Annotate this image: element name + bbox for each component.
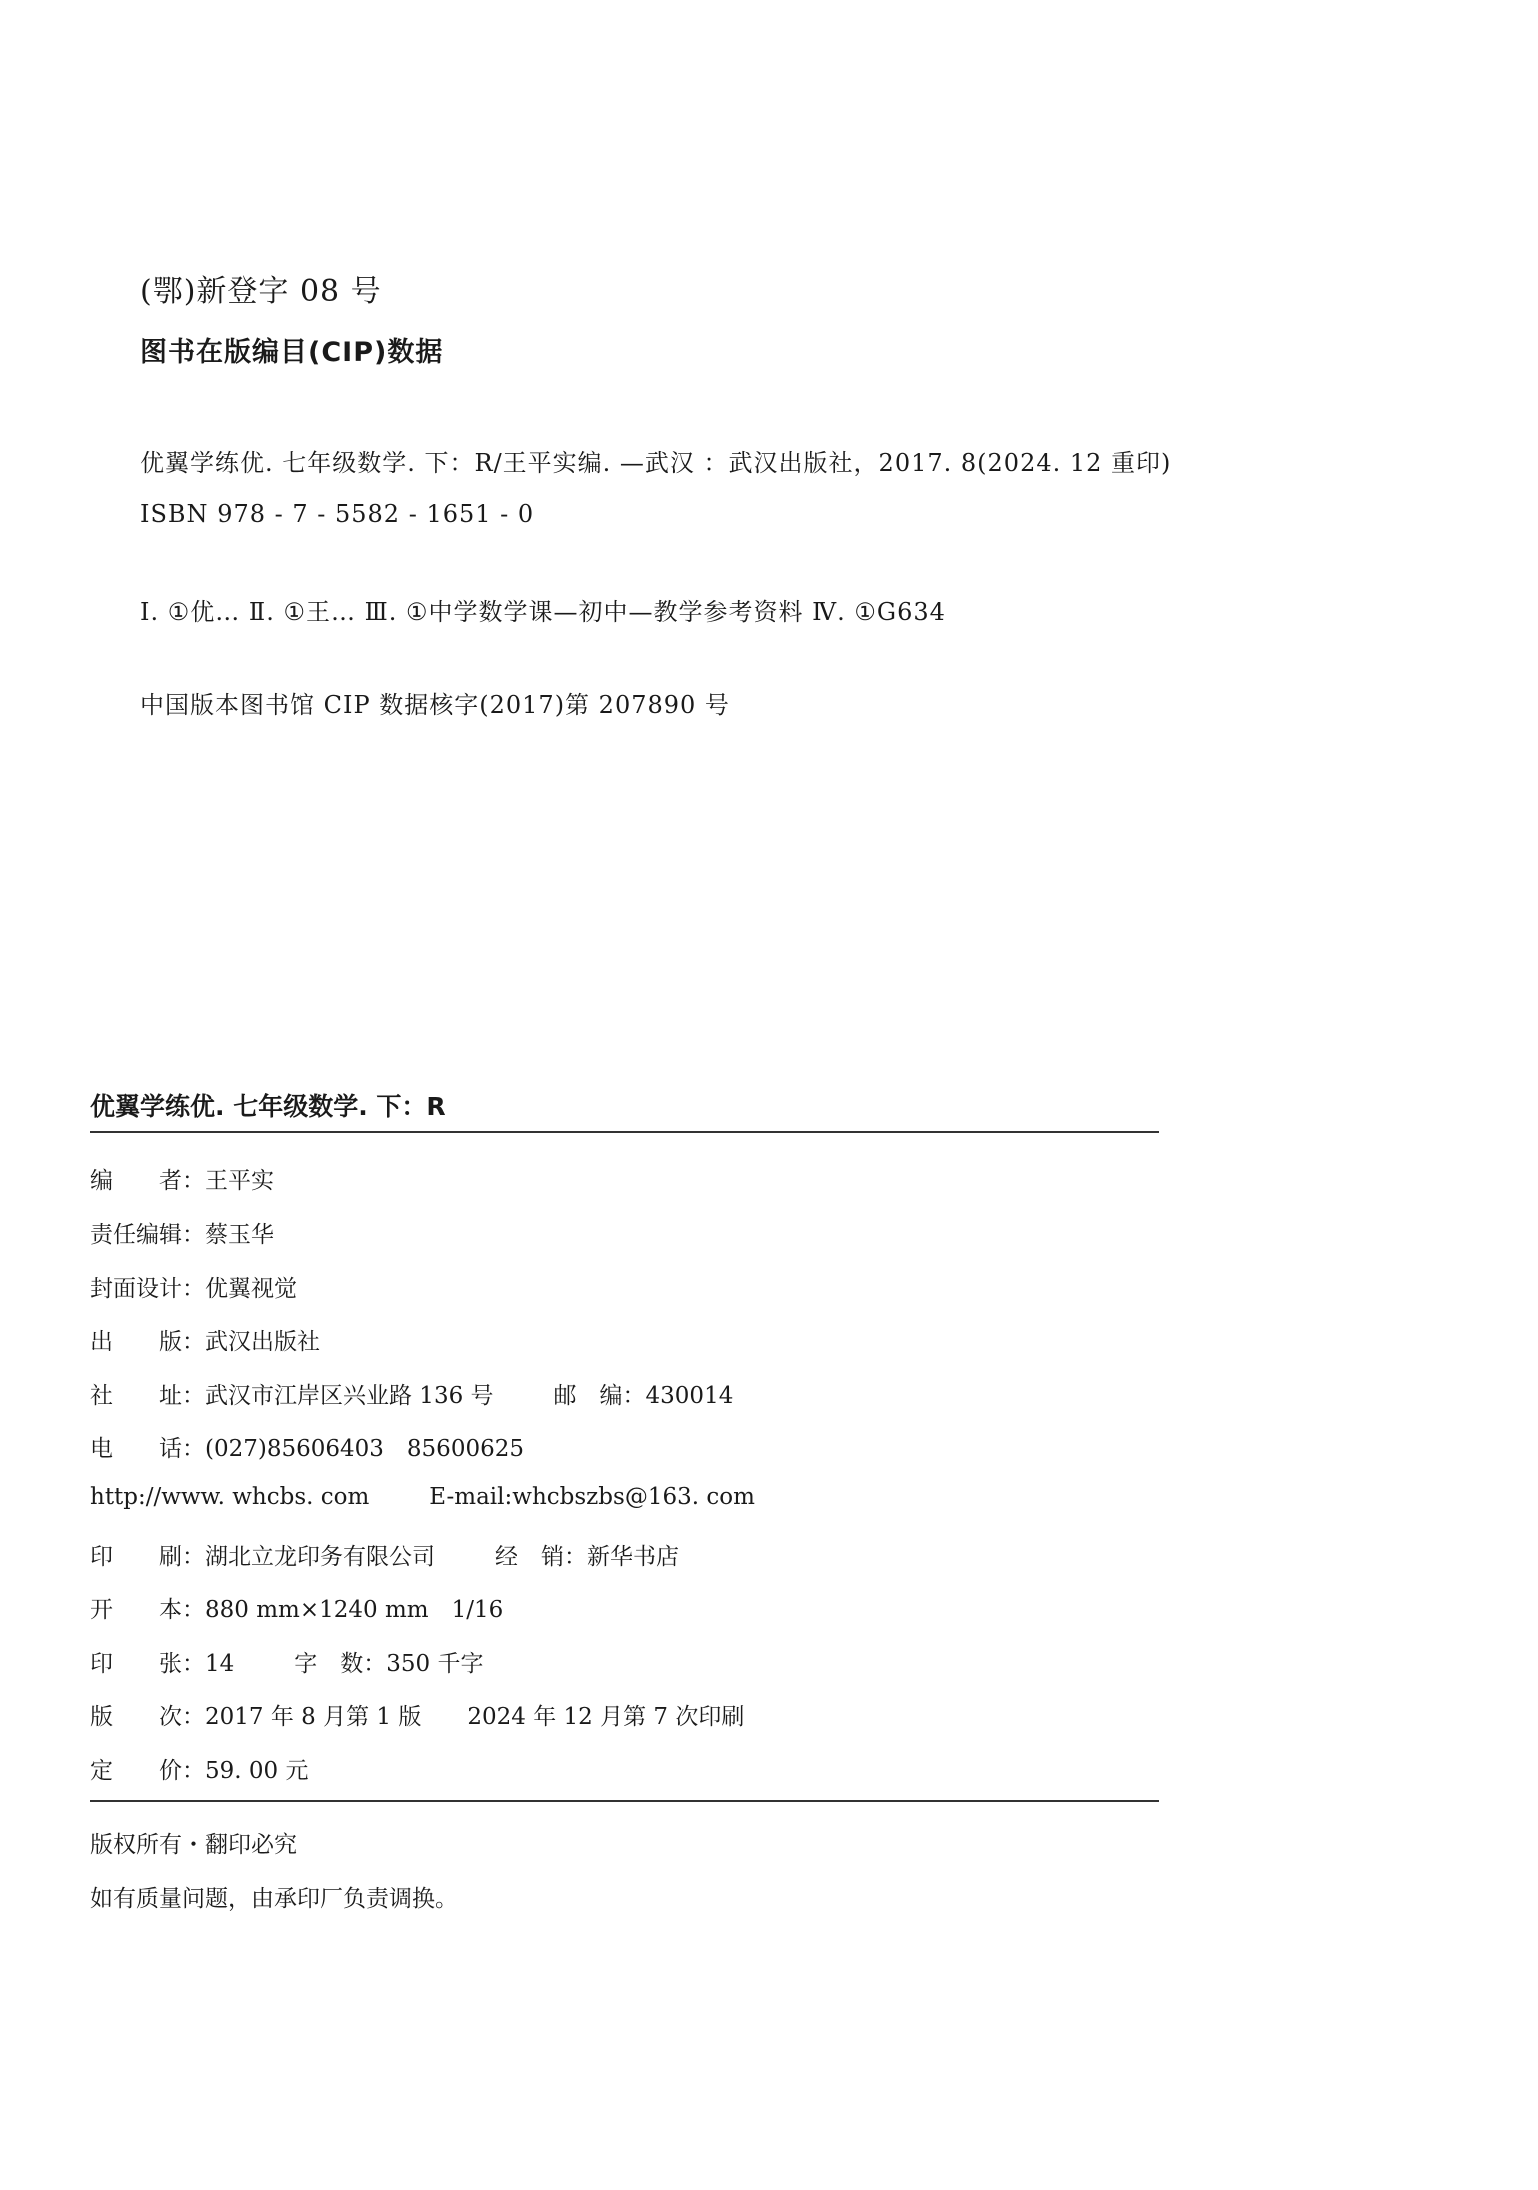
- sheets-row: [90, 1645, 484, 1678]
- printer-row: [90, 1538, 679, 1571]
- printer-label: 印 刷：: [90, 1544, 205, 1570]
- editor-value: 王平实: [205, 1168, 274, 1194]
- sheets-value: 14: [205, 1651, 235, 1677]
- cip-line-1: 优翼学练优. 七年级数学. 下：R/王平实编. —武汉 ：武汉出版社，2017. 8(2024. 12 重印): [140, 449, 1172, 477]
- cip-heading: 图书在版编目(CIP)数据: [140, 337, 444, 368]
- format-row: [90, 1591, 503, 1624]
- price-row: [90, 1752, 308, 1785]
- printer-value: 湖北立龙印务有限公司: [205, 1544, 435, 1570]
- postcode-value: 430014: [645, 1383, 734, 1409]
- copyright-notice: 版权所有・翻印必究: [90, 1832, 297, 1858]
- price-value: 59. 00 元: [205, 1758, 309, 1784]
- words-value: 350 千字: [386, 1651, 484, 1677]
- resp-editor-row: [90, 1216, 274, 1249]
- publisher-row: [90, 1323, 320, 1356]
- phone-row: [90, 1430, 524, 1463]
- phone-value: (027)85606403 85600625: [205, 1436, 524, 1462]
- distributor-label: 经 销：: [495, 1544, 587, 1570]
- resp-editor-value: 蔡玉华: [205, 1222, 274, 1248]
- quality-notice: 如有质量问题，由承印厂负责调换。: [90, 1886, 458, 1912]
- price-label: 定 价：: [90, 1758, 205, 1784]
- cover-row: [90, 1270, 297, 1303]
- book-title: 优翼学练优. 七年级数学. 下：R: [90, 1092, 446, 1121]
- email: E-mail:whcbszbs@163. com: [429, 1484, 755, 1510]
- registration-number: (鄂)新登字 08 号: [140, 274, 382, 309]
- distributor-value: 新华书店: [587, 1544, 679, 1570]
- cover-value: 优翼视觉: [205, 1276, 297, 1302]
- edition-row: [90, 1698, 744, 1731]
- edition-value: 2017 年 8 月第 1 版 2024 年 12 月第 7 次印刷: [205, 1704, 745, 1730]
- editor-label: 编 者：: [90, 1168, 205, 1194]
- postcode-label: 邮 编：: [553, 1383, 646, 1409]
- format-value: 880 mm×1240 mm 1/16: [205, 1597, 504, 1623]
- words-label: 字 数：: [294, 1651, 387, 1677]
- cip-line-3: Ⅰ. ①优… Ⅱ. ①王… Ⅲ. ①中学数学课—初中—教学参考资料 Ⅳ. ①G634: [140, 598, 946, 626]
- cip-line-4: 中国版本图书馆 CIP 数据核字(2017)第 207890 号: [140, 691, 730, 719]
- top-divider: [90, 1131, 1159, 1133]
- publisher-label: 出 版：: [90, 1329, 205, 1355]
- resp-editor-label: 责任编辑：: [90, 1222, 205, 1248]
- address-value: 武汉市江岸区兴业路 136 号: [205, 1383, 494, 1409]
- cover-label: 封面设计：: [90, 1276, 205, 1302]
- cip-line-2: ISBN 978 - 7 - 5582 - 1651 - 0: [140, 500, 535, 528]
- editor-row: [90, 1162, 274, 1195]
- address-row: [90, 1377, 733, 1410]
- bottom-divider: [90, 1800, 1159, 1802]
- phone-label: 电 话：: [90, 1436, 205, 1462]
- format-label: 开 本：: [90, 1597, 205, 1623]
- sheets-label: 印 张：: [90, 1651, 205, 1677]
- web-row: [90, 1484, 755, 1510]
- publisher-value: 武汉出版社: [205, 1329, 320, 1355]
- edition-label: 版 次：: [90, 1704, 205, 1730]
- address-label: 社 址：: [90, 1383, 205, 1409]
- website: http://www. whcbs. com: [90, 1484, 370, 1510]
